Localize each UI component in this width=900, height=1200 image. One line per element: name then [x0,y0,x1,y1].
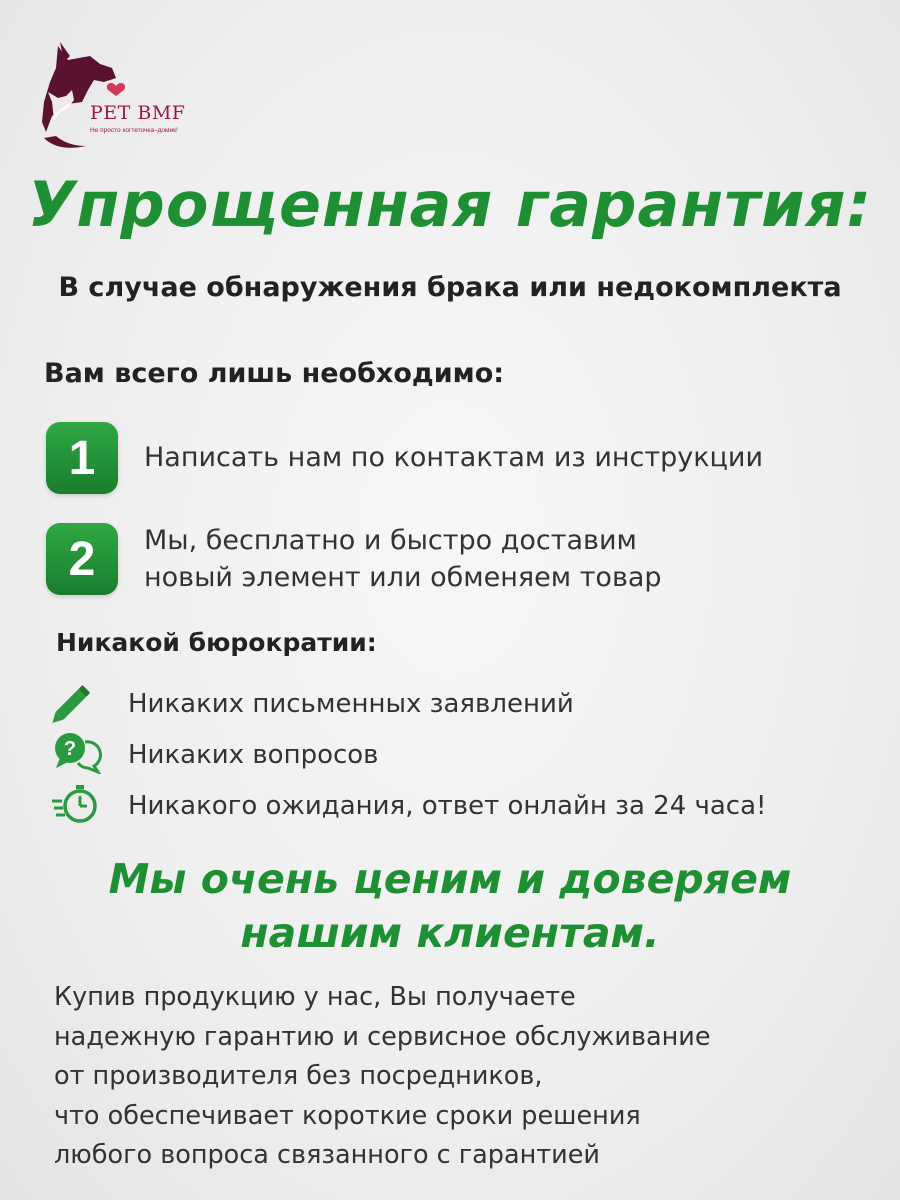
slogan-line-2: нашим клиентам. [240,909,660,957]
logo-tagline: Не просто когтеточка–домик! [90,127,178,134]
stopwatch-icon [50,781,100,825]
step-1-text: Написать нам по контактам из инструкции [144,442,764,473]
bureaucracy-item-2: Никаких вопросов [128,740,379,770]
body-line-1: Купив продукцию у нас, Вы получаете [54,982,576,1012]
bureaucracy-label: Никакой бюрократии: [56,628,377,657]
slogan-line-1: Мы очень ценим и доверяем [108,855,792,903]
slogan [0,852,900,960]
body-line-4: что обеспечивает короткие сроки решения [54,1100,641,1131]
body-line-5: любого вопроса связанного с гарантией [54,1140,600,1170]
step-2-line-1: Мы, бесплатно и быстро доставим [144,525,637,556]
body-line-2: надежную гарантию и сервисное обслуживание [54,1021,711,1052]
logo-brand-text: PET BMF [90,102,186,124]
question-chat-icon [52,730,102,774]
step-2-badge: 2 [46,523,118,595]
brand-logo [38,42,198,152]
step-2-text [144,522,662,596]
page-title: Упрощенная гарантия: [27,168,873,241]
pet-silhouette-icon [38,42,198,152]
body-paragraph [54,978,711,1176]
step-1-badge: 1 [46,422,118,494]
step-2-line-2: новый элемент или обменяем товар [144,562,662,593]
body-line-3: от производителя без посредников, [54,1061,543,1091]
bureaucracy-item-1: Никаких письменных заявлений [128,689,574,719]
pencil-icon [52,680,102,724]
bureaucracy-item-3: Никакого ожидания, ответ онлайн за 24 часа! [128,791,767,821]
subtitle: В случае обнаружения брака или недокомплекта [58,272,842,303]
need-label: Вам всего лишь необходимо: [44,358,505,389]
svg-text:?: ? [63,738,77,760]
